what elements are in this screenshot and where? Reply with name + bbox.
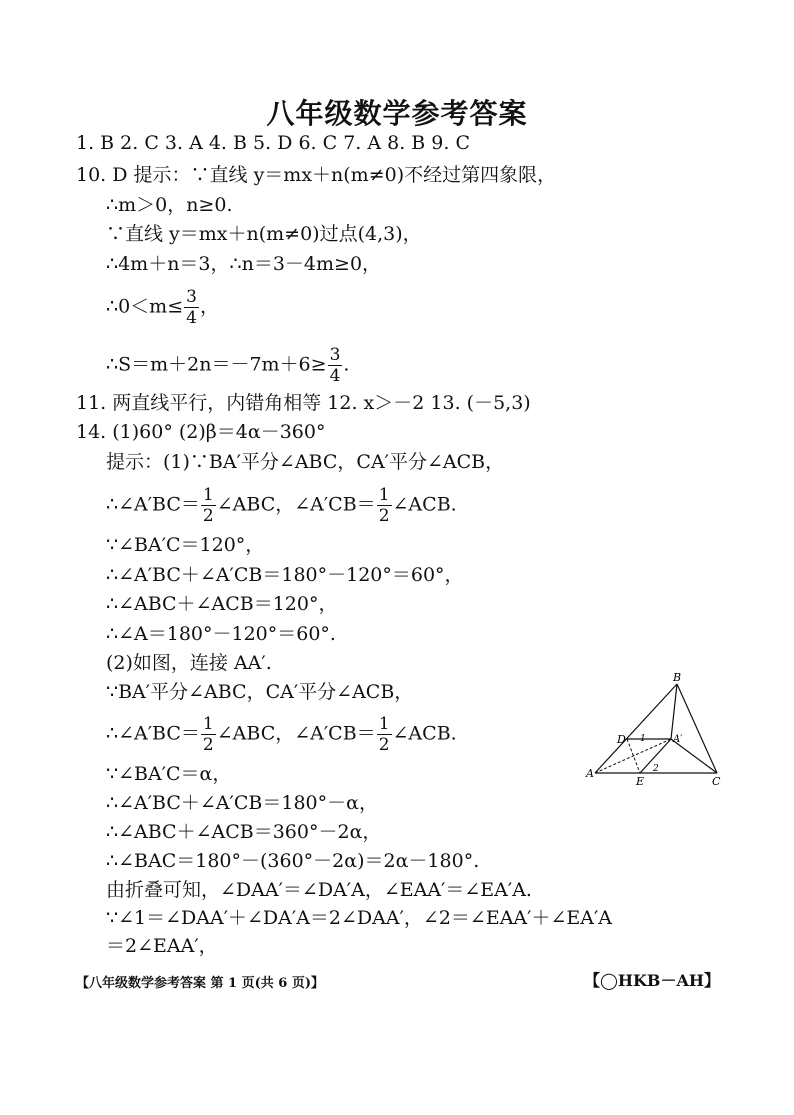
answer-14-step-10: ∴∠ABC＋∠ACB＝360°－2α， (106, 821, 382, 843)
fraction (328, 345, 343, 386)
fraction (201, 485, 216, 526)
text-segment: ∴∠A′BC＝ (106, 493, 200, 516)
numerator: 1 (202, 485, 214, 505)
answer-14-part-2: (2)如图，连接 AA′. (106, 652, 272, 674)
denominator: 2 (202, 735, 214, 755)
answers-11-13: 11. 两直线平行，内错角相等 12. x＞－2 13. (－5,3) (76, 392, 531, 414)
label-C: C (712, 775, 721, 788)
answer-14-step-6: ∵BA′平分∠ABC，CA′平分∠ACB， (106, 681, 414, 703)
answer-14-step-13: ∵∠1＝∠DAA′＋∠DA′A＝2∠DAA′，∠2＝∠EAA′＋∠EA′A (106, 907, 613, 929)
fraction (201, 714, 216, 755)
denominator: 2 (202, 506, 214, 526)
answer-10-line: 10. D 提示：∵直线 y＝mx＋n(m≠0)不经过第四象限， (76, 164, 557, 186)
answer-14-step-7 (106, 714, 457, 755)
fraction (377, 485, 392, 526)
answer-10-step-4 (106, 287, 219, 328)
answer-10-step-3: ∴4m＋n＝3，∴n＝3－4m≥0， (106, 253, 382, 275)
segment-AA-prime (595, 739, 671, 773)
answer-14-step-11: ∴∠BAC＝180°－(360°－2α)＝2α－180°. (106, 850, 480, 872)
text-segment: ∠ACB. (392, 493, 457, 516)
answer-10-step-2: ∵直线 y＝mx＋n(m≠0)过点(4,3)， (106, 223, 422, 245)
numerator: 1 (378, 714, 390, 734)
numerator: 3 (329, 345, 341, 365)
footer-page-info: 【八年级数学参考答案 第 1 页(共 6 页)】 (76, 976, 325, 991)
numerator: 3 (186, 287, 197, 307)
answer-14-line: 14. (1)60° (2)β＝4α－360° (76, 421, 326, 443)
fraction (184, 287, 199, 328)
answers-1-9: 1. B 2. C 3. A 4. B 5. D 6. C 7. A 8. B 9. C (76, 132, 470, 154)
text-segment: ， (199, 295, 219, 318)
page-title: 八年级数学参考答案 (266, 97, 528, 130)
denominator: 2 (378, 735, 390, 755)
segment-BC (677, 684, 717, 773)
label-A: A (586, 767, 594, 780)
label-A-prime: A′ (673, 734, 683, 745)
answer-14-step-1 (106, 485, 457, 526)
text-segment: ∴S＝m＋2n＝－7m＋6≥ (106, 353, 327, 376)
text-segment: ∠ACB. (392, 722, 457, 745)
text-segment: . (343, 353, 350, 376)
text-segment: ∴0＜m≤ (106, 295, 184, 318)
answer-14-step-9: ∴∠A′BC＋∠A′CB＝180°－α， (106, 792, 378, 814)
label-E: E (636, 775, 645, 788)
label-B: B (673, 672, 682, 684)
segment-BA (595, 684, 677, 773)
answer-14-step-3: ∴∠A′BC＋∠A′CB＝180°－120°＝60°， (106, 564, 464, 586)
angle-label-1: 1 (640, 734, 646, 744)
text-segment: ∠ABC，∠A′CB＝ (216, 493, 376, 516)
numerator: 1 (378, 485, 390, 505)
answer-14-step-12: 由折叠可知，∠DAA′＝∠DA′A，∠EAA′＝∠EA′A. (106, 879, 532, 901)
geometry-figure (585, 672, 735, 792)
fraction (377, 714, 392, 755)
segment-BA-prime (671, 684, 677, 739)
angle-label-2: 2 (653, 764, 659, 774)
numerator: 1 (202, 714, 214, 734)
answer-14-hint: 提示：(1)∵BA′平分∠ABC，CA′平分∠ACB， (106, 451, 505, 473)
answer-14-step-8: ∵∠BA′C＝α， (106, 763, 232, 785)
denominator: 4 (186, 308, 197, 328)
answer-10-step-1: ∴m＞0，n≥0. (106, 194, 233, 216)
footer-code: 【◯HKB－AH】 (584, 971, 720, 990)
answer-14-step-14: ＝2∠EAA′， (106, 935, 218, 957)
answer-14-step-2: ∵∠BA′C＝120°， (106, 534, 265, 556)
denominator: 2 (378, 506, 390, 526)
denominator: 4 (329, 366, 341, 386)
answer-14-step-4: ∴∠ABC＋∠ACB＝120°， (106, 593, 338, 615)
label-D: D (617, 733, 626, 746)
text-segment: ∴∠A′BC＝ (106, 722, 200, 745)
answer-10-step-5 (106, 345, 349, 386)
answer-14-step-5: ∴∠A＝180°－120°＝60°. (106, 623, 336, 645)
text-segment: ∠ABC，∠A′CB＝ (216, 722, 376, 745)
